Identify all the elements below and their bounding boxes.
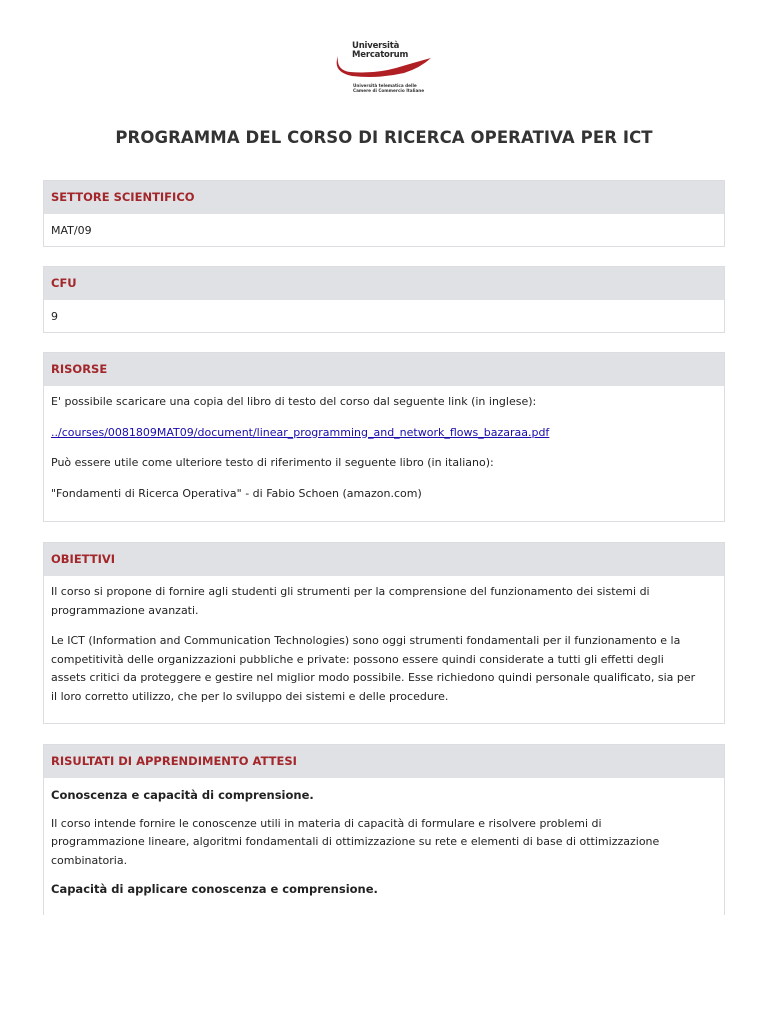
obiettivi-text-1-line-2: programmazione avanzati. bbox=[51, 603, 199, 617]
obiettivi-text-2-line-1: Le ICT (Information and Communication Technologies) sono oggi strumenti fondamentali per il funzionamento e la bbox=[51, 634, 681, 647]
section-risorse bbox=[43, 352, 725, 522]
risorse-text-2: Può essere utile come ulteriore testo di riferimento il seguente libro (in italiano): bbox=[51, 456, 494, 469]
textbook-download-link[interactable]: ../courses/0081809MAT09/document/linear_programming_and_network_flows_bazaraa.pdf bbox=[51, 425, 550, 439]
risultati-heading-1: Conoscenza e capacità di comprensione. bbox=[51, 788, 314, 802]
university-logo bbox=[334, 42, 434, 98]
section-header: RISULTATI DI APPRENDIMENTO ATTESI bbox=[44, 745, 724, 778]
section-settore bbox=[43, 180, 725, 247]
obiettivi-text-1-line-1: Il corso si propone di fornire agli studenti gli strumenti per la comprensione del funzionamento dei sistemi di bbox=[51, 585, 650, 598]
section-risultati bbox=[43, 744, 725, 915]
logo-subtitle-1: Università telematica delle bbox=[353, 83, 417, 88]
obiettivi-text-2-line-3: assets critici da proteggere e gestire nel miglior modo possibile. Esse richiedono quindi personale qualificato, sia per bbox=[51, 671, 696, 684]
logo-subtitle-2: Camere di Commercio Italiane bbox=[353, 88, 425, 93]
section-header: OBIETTIVI bbox=[44, 543, 724, 576]
risorse-text-3: "Fondamenti di Ricerca Operativa" - di Fabio Schoen (amazon.com) bbox=[51, 486, 422, 500]
section-cfu bbox=[43, 266, 725, 333]
obiettivi-text-2-line-2: competitività delle organizzazioni pubbliche e private: possono essere quindi considerate a tutti gli effetti degli bbox=[51, 652, 664, 666]
risultati-text-1-line-1: Il corso intende fornire le conoscenze utili in materia di capacità di formulare e risolvere problemi di bbox=[51, 816, 602, 830]
logo-line1: Università bbox=[352, 41, 400, 51]
page-title: PROGRAMMA DEL CORSO DI RICERCA OPERATIVA PER ICT bbox=[115, 128, 653, 147]
obiettivi-text-2-line-4: il loro corretto utilizzo, che per lo sviluppo dei sistemi e delle procedure. bbox=[51, 689, 449, 703]
section-header: SETTORE SCIENTIFICO bbox=[44, 181, 724, 214]
risultati-text-1-line-2: programmazione lineare, algoritmi fondamentali di ottimizzazione su rete e elementi di base di ottimizzazione bbox=[51, 835, 660, 848]
risorse-text-1: E' possibile scaricare una copia del libro di testo del corso dal seguente link (in inglese): bbox=[51, 395, 537, 408]
logo-line2: Mercatorum bbox=[352, 50, 409, 60]
settore-value: MAT/09 bbox=[51, 224, 92, 237]
cfu-value: 9 bbox=[51, 310, 58, 323]
risultati-text-1-line-3: combinatoria. bbox=[51, 853, 128, 867]
risultati-heading-2: Capacità di applicare conoscenza e comprensione. bbox=[51, 882, 378, 896]
section-header: RISORSE bbox=[44, 353, 724, 386]
section-obiettivi bbox=[43, 542, 725, 724]
section-header: CFU bbox=[44, 267, 724, 300]
